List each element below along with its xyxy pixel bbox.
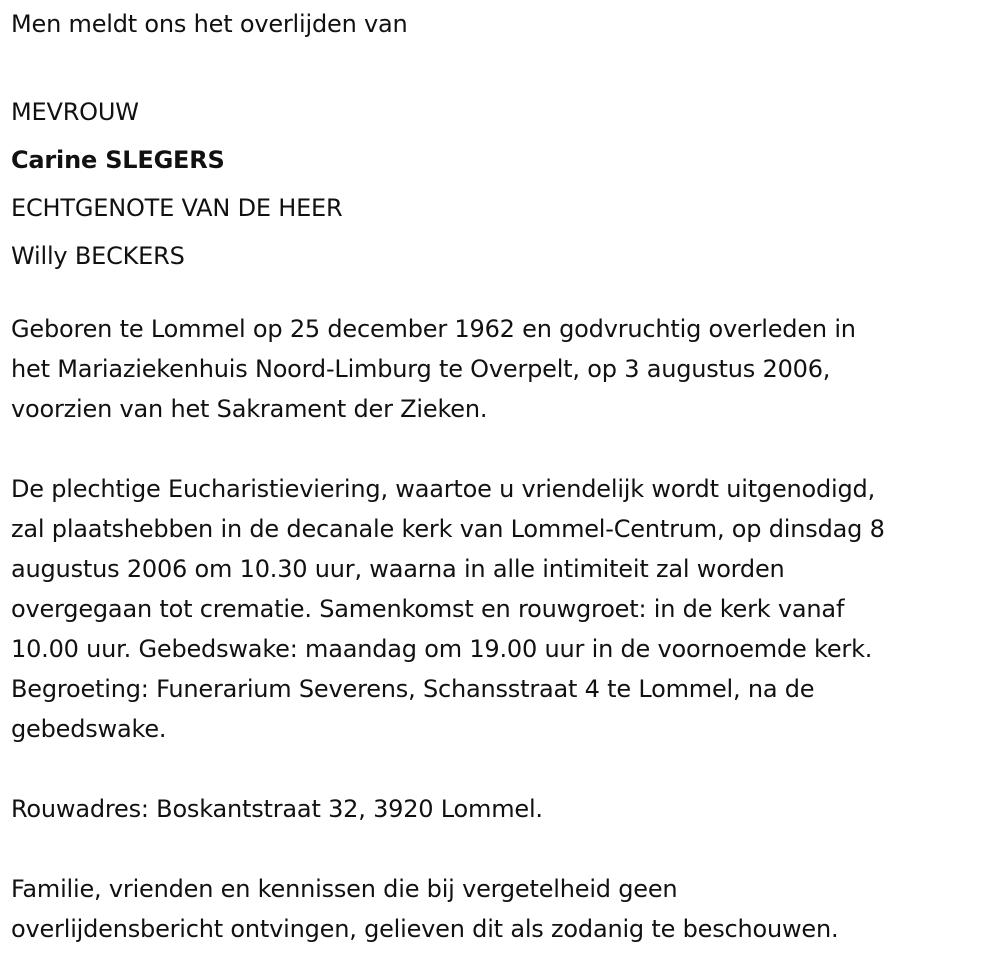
paragraph-line: Geboren te Lommel op 25 december 1962 en godvruchtig overleden in: [11, 315, 856, 343]
paragraph-line: voorzien van het Sakrament der Zieken.: [11, 395, 488, 423]
honorific-title: MEVROUW: [11, 98, 139, 126]
mourning-address-paragraph: [11, 789, 543, 829]
deceased-name: Carine SLEGERS: [11, 146, 225, 174]
paragraph-line: Familie, vrienden en kennissen die bij vergetelheid geen: [11, 875, 678, 903]
relation-label: ECHTGENOTE VAN DE HEER: [11, 194, 343, 222]
paragraph-line: overgegaan tot crematie. Samenkomst en rouwgroet: in de kerk vanaf: [11, 595, 845, 623]
name-block: [11, 88, 343, 280]
spouse-name: Willy BECKERS: [11, 242, 185, 270]
paragraph-line: De plechtige Eucharistieviering, waartoe u vriendelijk wordt uitgenodigd,: [11, 475, 876, 503]
paragraph-line: Begroeting: Funerarium Severens, Schansstraat 4 te Lommel, na de: [11, 675, 815, 703]
closing-paragraph: [11, 869, 838, 949]
paragraph-line: Rouwadres: Boskantstraat 32, 3920 Lommel.: [11, 795, 543, 823]
ceremony-paragraph: [11, 469, 885, 749]
paragraph-line: overlijdensbericht ontvingen, gelieven dit als zodanig te beschouwen.: [11, 915, 839, 943]
paragraph-line: het Mariaziekenhuis Noord-Limburg te Overpelt, op 3 augustus 2006,: [11, 355, 831, 383]
intro-line: Men meldt ons het overlijden van: [11, 10, 408, 38]
birth-death-paragraph: [11, 309, 856, 429]
paragraph-line: 10.00 uur. Gebedswake: maandag om 19.00 uur in de voornoemde kerk.: [11, 635, 873, 663]
paragraph-line: gebedswake.: [11, 715, 167, 743]
intro-text: [11, 8, 408, 40]
paragraph-line: zal plaatshebben in de decanale kerk van Lommel-Centrum, op dinsdag 8: [11, 515, 885, 543]
paragraph-line: augustus 2006 om 10.30 uur, waarna in alle intimiteit zal worden: [11, 555, 785, 583]
